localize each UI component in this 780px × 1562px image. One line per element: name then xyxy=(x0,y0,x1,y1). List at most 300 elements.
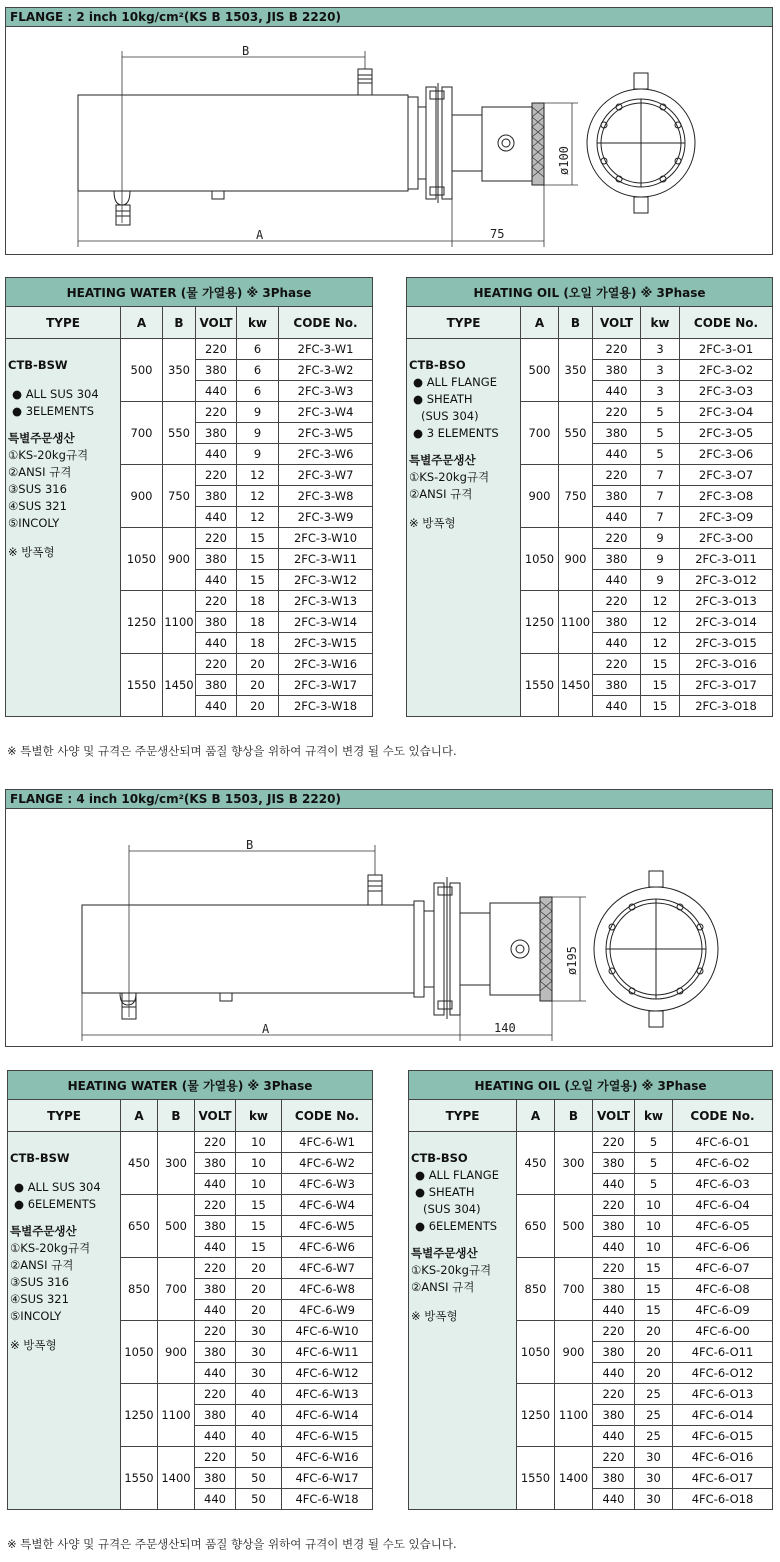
code-value: 2FC-3-O14 xyxy=(680,612,773,633)
volt-value: 380 xyxy=(195,1342,236,1363)
dim-b-label: B xyxy=(246,838,254,852)
kw-value: 15 xyxy=(635,1300,673,1321)
code-value: 2FC-3-O11 xyxy=(680,549,773,570)
kw-value: 7 xyxy=(641,465,680,486)
volt-value: 220 xyxy=(593,528,641,549)
kw-value: 30 xyxy=(635,1489,673,1510)
header-kw: kw xyxy=(237,307,279,339)
kw-value: 3 xyxy=(641,339,680,360)
kw-value: 5 xyxy=(635,1174,673,1195)
kw-value: 20 xyxy=(635,1363,673,1384)
code-value: 4FC-6-W8 xyxy=(282,1279,373,1300)
volt-value: 440 xyxy=(195,1300,236,1321)
kw-value: 18 xyxy=(237,612,279,633)
kw-value: 9 xyxy=(641,549,680,570)
header-kw: kw xyxy=(236,1100,282,1132)
oil-table-4inch xyxy=(408,1070,773,1510)
dim-a-value: 1050 xyxy=(121,1321,158,1384)
special-option: ③SUS 316 xyxy=(8,482,67,496)
code-value: 2FC-3-O12 xyxy=(680,570,773,591)
code-value: 2FC-3-O18 xyxy=(680,696,773,717)
kw-value: 30 xyxy=(236,1321,282,1342)
volt-value: 380 xyxy=(593,1342,635,1363)
volt-value: 440 xyxy=(593,444,641,465)
volt-value: 380 xyxy=(195,1405,236,1426)
volt-value: 220 xyxy=(593,1132,635,1153)
code-value: 4FC-6-O16 xyxy=(673,1447,773,1468)
volt-value: 220 xyxy=(593,339,641,360)
code-value: 2FC-3-O13 xyxy=(680,591,773,612)
kw-value: 6 xyxy=(237,360,279,381)
feature-line: ● ALL FLANGE xyxy=(415,1168,499,1182)
volt-value: 380 xyxy=(593,612,641,633)
feature-line: ● SHEATH xyxy=(415,1185,475,1199)
kw-value: 12 xyxy=(641,591,680,612)
code-value: 2FC-3-W17 xyxy=(279,675,373,696)
kw-value: 9 xyxy=(237,423,279,444)
header-a: A xyxy=(517,1100,555,1132)
volt-value: 380 xyxy=(196,423,237,444)
dim-b-value: 900 xyxy=(158,1321,195,1384)
kw-value: 15 xyxy=(237,549,279,570)
kw-value: 5 xyxy=(641,402,680,423)
volt-value: 380 xyxy=(593,1468,635,1489)
kw-value: 20 xyxy=(237,696,279,717)
code-value: 4FC-6-O18 xyxy=(673,1489,773,1510)
code-value: 2FC-3-O7 xyxy=(680,465,773,486)
dim-b-value: 500 xyxy=(555,1195,593,1258)
kw-value: 10 xyxy=(236,1174,282,1195)
special-option: ⑤INCOLY xyxy=(8,516,60,530)
volt-value: 380 xyxy=(593,1216,635,1237)
dim-b-label: B xyxy=(242,44,250,58)
kw-value: 10 xyxy=(236,1132,282,1153)
volt-value: 440 xyxy=(593,570,641,591)
kw-value: 15 xyxy=(635,1279,673,1300)
dim-b-value: 550 xyxy=(559,402,593,465)
volt-value: 220 xyxy=(593,1384,635,1405)
explosion-proof-label: ※ 방폭형 xyxy=(411,1309,458,1323)
heater-drawing-2inch xyxy=(5,27,773,255)
code-value: 4FC-6-W14 xyxy=(282,1405,373,1426)
dim-a-value: 850 xyxy=(121,1258,158,1321)
volt-value: 220 xyxy=(195,1258,236,1279)
feature-line: ● 6ELEMENTS xyxy=(415,1219,498,1233)
volt-value: 220 xyxy=(196,528,237,549)
feature-line: ● SHEATH xyxy=(413,392,473,406)
volt-value: 440 xyxy=(593,507,641,528)
kw-value: 20 xyxy=(635,1321,673,1342)
feature-line: ● ALL FLANGE xyxy=(413,375,497,389)
feature-line: ● 6ELEMENTS xyxy=(14,1197,97,1211)
code-value: 2FC-3-O2 xyxy=(680,360,773,381)
code-value: 4FC-6-W17 xyxy=(282,1468,373,1489)
special-order-title: 특별주문생산 xyxy=(409,453,476,467)
table-caption: HEATING OIL (오일 가열용) ※ 3Phase xyxy=(409,1071,773,1100)
code-value: 2FC-3-O4 xyxy=(680,402,773,423)
special-option: ①KS-20kg규격 xyxy=(8,448,89,462)
code-value: 2FC-3-W10 xyxy=(279,528,373,549)
volt-value: 440 xyxy=(195,1489,236,1510)
code-value: 4FC-6-O7 xyxy=(673,1258,773,1279)
dim-b-value: 750 xyxy=(559,465,593,528)
dim-b-value: 1400 xyxy=(555,1447,593,1510)
kw-value: 5 xyxy=(641,444,680,465)
volt-value: 440 xyxy=(593,1300,635,1321)
dim-b-value: 1100 xyxy=(559,591,593,654)
code-value: 2FC-3-O8 xyxy=(680,486,773,507)
volt-value: 380 xyxy=(195,1279,236,1300)
dim-b-value: 700 xyxy=(158,1258,195,1321)
code-value: 2FC-3-W4 xyxy=(279,402,373,423)
kw-value: 40 xyxy=(236,1405,282,1426)
volt-value: 440 xyxy=(593,1363,635,1384)
kw-value: 50 xyxy=(236,1489,282,1510)
code-value: 2FC-3-O0 xyxy=(680,528,773,549)
header-kw: kw xyxy=(635,1100,673,1132)
code-value: 2FC-3-W6 xyxy=(279,444,373,465)
special-order-title: 특별주문생산 xyxy=(8,431,75,445)
volt-value: 440 xyxy=(196,507,237,528)
code-value: 4FC-6-W11 xyxy=(282,1342,373,1363)
dim-b-value: 750 xyxy=(163,465,196,528)
header-b: B xyxy=(555,1100,593,1132)
type-name: CTB-BSO xyxy=(409,358,466,372)
feature-line: ● 3 ELEMENTS xyxy=(413,426,499,440)
type-description xyxy=(6,339,121,717)
volt-value: 440 xyxy=(593,381,641,402)
volt-value: 380 xyxy=(196,675,237,696)
volt-value: 220 xyxy=(593,465,641,486)
code-value: 2FC-3-W16 xyxy=(279,654,373,675)
volt-value: 440 xyxy=(593,1426,635,1447)
kw-value: 25 xyxy=(635,1426,673,1447)
dim-b-value: 300 xyxy=(158,1132,195,1195)
dim-b-value: 1100 xyxy=(555,1384,593,1447)
code-value: 4FC-6-W15 xyxy=(282,1426,373,1447)
dim-b-value: 900 xyxy=(555,1321,593,1384)
kw-value: 40 xyxy=(236,1384,282,1405)
dim-b-value: 1450 xyxy=(559,654,593,717)
section-title: FLANGE : 2 inch 10kg/cm²(KS B 1503, JIS B 2220) xyxy=(5,7,773,27)
kw-value: 3 xyxy=(641,360,680,381)
code-value: 2FC-3-W7 xyxy=(279,465,373,486)
special-option: ①KS-20kg규격 xyxy=(409,470,490,484)
volt-value: 220 xyxy=(196,339,237,360)
kw-value: 25 xyxy=(635,1405,673,1426)
dim-a-value: 1250 xyxy=(121,591,163,654)
water-table-2inch xyxy=(5,277,373,717)
volt-value: 220 xyxy=(196,465,237,486)
kw-value: 9 xyxy=(641,528,680,549)
code-value: 4FC-6-W16 xyxy=(282,1447,373,1468)
volt-value: 220 xyxy=(196,402,237,423)
dim-b-value: 550 xyxy=(163,402,196,465)
kw-value: 10 xyxy=(635,1237,673,1258)
kw-value: 20 xyxy=(236,1279,282,1300)
volt-value: 380 xyxy=(196,360,237,381)
code-value: 2FC-3-O15 xyxy=(680,633,773,654)
kw-value: 9 xyxy=(237,402,279,423)
kw-value: 6 xyxy=(237,381,279,402)
dim-a-value: 500 xyxy=(121,339,163,402)
header-type: TYPE xyxy=(8,1100,121,1132)
kw-value: 30 xyxy=(236,1342,282,1363)
code-value: 2FC-3-W5 xyxy=(279,423,373,444)
code-value: 2FC-3-W9 xyxy=(279,507,373,528)
code-value: 2FC-3-W11 xyxy=(279,549,373,570)
special-option: ②ANSI 규격 xyxy=(10,1258,74,1272)
volt-value: 220 xyxy=(593,402,641,423)
header-volt: VOLT xyxy=(196,307,237,339)
volt-value: 440 xyxy=(196,696,237,717)
volt-value: 440 xyxy=(593,1174,635,1195)
header-volt: VOLT xyxy=(593,307,641,339)
kw-value: 25 xyxy=(635,1384,673,1405)
code-value: 4FC-6-O5 xyxy=(673,1216,773,1237)
table-caption: HEATING WATER (물 가열용) ※ 3Phase xyxy=(8,1071,373,1100)
volt-value: 440 xyxy=(196,570,237,591)
dim-b-value: 900 xyxy=(559,528,593,591)
feature-line: (SUS 304) xyxy=(423,1202,481,1216)
kw-value: 10 xyxy=(236,1153,282,1174)
volt-value: 440 xyxy=(196,444,237,465)
code-value: 2FC-3-W1 xyxy=(279,339,373,360)
special-option: ④SUS 321 xyxy=(10,1292,69,1306)
dim-a-value: 700 xyxy=(521,402,559,465)
dim-a-value: 450 xyxy=(517,1132,555,1195)
header-code: CODE No. xyxy=(673,1100,773,1132)
kw-value: 40 xyxy=(236,1426,282,1447)
volt-value: 380 xyxy=(593,360,641,381)
dim-a-value: 1550 xyxy=(521,654,559,717)
volt-value: 220 xyxy=(195,1321,236,1342)
code-value: 2FC-3-O1 xyxy=(680,339,773,360)
kw-value: 15 xyxy=(236,1237,282,1258)
kw-value: 20 xyxy=(635,1342,673,1363)
type-description xyxy=(409,1132,517,1510)
dim-a-value: 1050 xyxy=(517,1321,555,1384)
header-type: TYPE xyxy=(6,307,121,339)
kw-value: 12 xyxy=(641,633,680,654)
dim-diameter-label: ø100 xyxy=(557,146,571,175)
special-order-title: 특별주문생산 xyxy=(411,1246,478,1260)
code-value: 4FC-6-W18 xyxy=(282,1489,373,1510)
water-table-4inch xyxy=(7,1070,373,1510)
kw-value: 20 xyxy=(236,1300,282,1321)
code-value: 4FC-6-W6 xyxy=(282,1237,373,1258)
code-value: 2FC-3-O3 xyxy=(680,381,773,402)
code-value: 4FC-6-W3 xyxy=(282,1174,373,1195)
special-option: ③SUS 316 xyxy=(10,1275,69,1289)
dim-b-value: 1450 xyxy=(163,654,196,717)
volt-value: 380 xyxy=(593,549,641,570)
code-value: 4FC-6-W4 xyxy=(282,1195,373,1216)
code-value: 2FC-3-O17 xyxy=(680,675,773,696)
table-caption: HEATING OIL (오일 가열용) ※ 3Phase xyxy=(407,278,773,307)
dim-b-value: 500 xyxy=(158,1195,195,1258)
explosion-proof-label: ※ 방폭형 xyxy=(10,1338,57,1352)
dim-a-value: 1250 xyxy=(517,1384,555,1447)
flange-2inch-section xyxy=(5,7,773,255)
special-option: ⑤INCOLY xyxy=(10,1309,62,1323)
dim-b-value: 350 xyxy=(559,339,593,402)
type-name: CTB-BSW xyxy=(10,1151,70,1165)
code-value: 2FC-3-W12 xyxy=(279,570,373,591)
special-option: ②ANSI 규격 xyxy=(409,487,473,501)
volt-value: 440 xyxy=(593,696,641,717)
technical-drawing xyxy=(6,27,772,255)
volt-value: 440 xyxy=(196,381,237,402)
code-value: 4FC-6-O11 xyxy=(673,1342,773,1363)
volt-value: 220 xyxy=(195,1384,236,1405)
code-value: 2FC-3-W15 xyxy=(279,633,373,654)
explosion-proof-label: ※ 방폭형 xyxy=(8,545,55,559)
dim-a-value: 1050 xyxy=(121,528,163,591)
code-value: 4FC-6-O9 xyxy=(673,1300,773,1321)
code-value: 2FC-3-W2 xyxy=(279,360,373,381)
volt-value: 440 xyxy=(593,1489,635,1510)
feature-line: ● 3ELEMENTS xyxy=(12,404,95,418)
kw-value: 15 xyxy=(641,675,680,696)
dim-a-label: A xyxy=(256,228,264,242)
header-code: CODE No. xyxy=(680,307,773,339)
dim-a-value: 1550 xyxy=(121,1447,158,1510)
header-kw: kw xyxy=(641,307,680,339)
kw-value: 5 xyxy=(635,1153,673,1174)
dim-a-value: 1250 xyxy=(121,1384,158,1447)
volt-value: 220 xyxy=(195,1132,236,1153)
header-b: B xyxy=(163,307,196,339)
volt-value: 220 xyxy=(196,654,237,675)
header-code: CODE No. xyxy=(282,1100,373,1132)
kw-value: 10 xyxy=(635,1216,673,1237)
code-value: 4FC-6-O4 xyxy=(673,1195,773,1216)
dim-a-value: 650 xyxy=(121,1195,158,1258)
code-value: 4FC-6-O8 xyxy=(673,1279,773,1300)
special-order-title: 특별주문생산 xyxy=(10,1224,77,1238)
header-volt: VOLT xyxy=(593,1100,635,1132)
kw-value: 6 xyxy=(237,339,279,360)
volt-value: 380 xyxy=(196,612,237,633)
feature-line: (SUS 304) xyxy=(421,409,479,423)
kw-value: 12 xyxy=(237,507,279,528)
volt-value: 440 xyxy=(195,1426,236,1447)
volt-value: 380 xyxy=(195,1468,236,1489)
kw-value: 5 xyxy=(641,423,680,444)
volt-value: 380 xyxy=(593,1279,635,1300)
volt-value: 380 xyxy=(196,486,237,507)
header-volt: VOLT xyxy=(195,1100,236,1132)
code-value: 2FC-3-W14 xyxy=(279,612,373,633)
dim-a-value: 650 xyxy=(517,1195,555,1258)
kw-value: 30 xyxy=(236,1363,282,1384)
type-name: CTB-BSO xyxy=(411,1151,468,1165)
special-option: ①KS-20kg규격 xyxy=(10,1241,91,1255)
kw-value: 30 xyxy=(635,1468,673,1489)
dim-a-label: A xyxy=(262,1022,270,1036)
volt-value: 440 xyxy=(195,1363,236,1384)
kw-value: 18 xyxy=(237,591,279,612)
dim-b-value: 1100 xyxy=(163,591,196,654)
code-value: 2FC-3-W3 xyxy=(279,381,373,402)
type-description xyxy=(407,339,521,717)
volt-value: 380 xyxy=(196,549,237,570)
code-value: 4FC-6-W1 xyxy=(282,1132,373,1153)
code-value: 2FC-3-W8 xyxy=(279,486,373,507)
dim-a-value: 1550 xyxy=(121,654,163,717)
code-value: 2FC-3-O9 xyxy=(680,507,773,528)
code-value: 2FC-3-W18 xyxy=(279,696,373,717)
dim-b-value: 1400 xyxy=(158,1447,195,1510)
code-value: 2FC-3-O6 xyxy=(680,444,773,465)
dim-length-label: 75 xyxy=(490,227,505,241)
table-row xyxy=(407,339,773,360)
dim-a-value: 1050 xyxy=(521,528,559,591)
kw-value: 30 xyxy=(635,1447,673,1468)
kw-value: 20 xyxy=(237,654,279,675)
code-value: 4FC-6-O3 xyxy=(673,1174,773,1195)
code-value: 4FC-6-O15 xyxy=(673,1426,773,1447)
code-value: 4FC-6-O13 xyxy=(673,1384,773,1405)
flange-4inch-section xyxy=(5,789,773,1047)
kw-value: 9 xyxy=(237,444,279,465)
code-value: 2FC-3-O5 xyxy=(680,423,773,444)
code-value: 4FC-6-O1 xyxy=(673,1132,773,1153)
heater-drawing-4inch xyxy=(5,809,773,1047)
special-option: ②ANSI 규격 xyxy=(411,1280,475,1294)
kw-value: 7 xyxy=(641,486,680,507)
kw-value: 20 xyxy=(237,675,279,696)
kw-value: 10 xyxy=(635,1195,673,1216)
dim-b-value: 350 xyxy=(163,339,196,402)
dim-a-value: 900 xyxy=(121,465,163,528)
volt-value: 440 xyxy=(593,1237,635,1258)
feature-line: ● ALL SUS 304 xyxy=(14,1180,101,1194)
dim-a-value: 1250 xyxy=(521,591,559,654)
dim-a-value: 1550 xyxy=(517,1447,555,1510)
dim-b-value: 900 xyxy=(163,528,196,591)
kw-value: 7 xyxy=(641,507,680,528)
header-a: A xyxy=(121,307,163,339)
section-title: FLANGE : 4 inch 10kg/cm²(KS B 1503, JIS B 2220) xyxy=(5,789,773,809)
header-a: A xyxy=(521,307,559,339)
volt-value: 220 xyxy=(593,591,641,612)
dim-b-value: 700 xyxy=(555,1258,593,1321)
dim-a-value: 500 xyxy=(521,339,559,402)
code-value: 4FC-6-W13 xyxy=(282,1384,373,1405)
kw-value: 12 xyxy=(641,612,680,633)
volt-value: 440 xyxy=(195,1237,236,1258)
kw-value: 15 xyxy=(236,1216,282,1237)
volt-value: 220 xyxy=(593,1195,635,1216)
code-value: 2FC-3-O16 xyxy=(680,654,773,675)
dim-b-value: 300 xyxy=(555,1132,593,1195)
technical-drawing xyxy=(6,809,772,1047)
special-option: ①KS-20kg규격 xyxy=(411,1263,492,1277)
oil-table-2inch xyxy=(406,277,773,717)
dim-b-value: 1100 xyxy=(158,1384,195,1447)
header-type: TYPE xyxy=(409,1100,517,1132)
volt-value: 220 xyxy=(593,1258,635,1279)
header-code: CODE No. xyxy=(279,307,373,339)
kw-value: 15 xyxy=(236,1195,282,1216)
code-value: 4FC-6-W10 xyxy=(282,1321,373,1342)
special-option: ②ANSI 규격 xyxy=(8,465,72,479)
header-b: B xyxy=(559,307,593,339)
kw-value: 15 xyxy=(641,696,680,717)
volt-value: 380 xyxy=(195,1216,236,1237)
